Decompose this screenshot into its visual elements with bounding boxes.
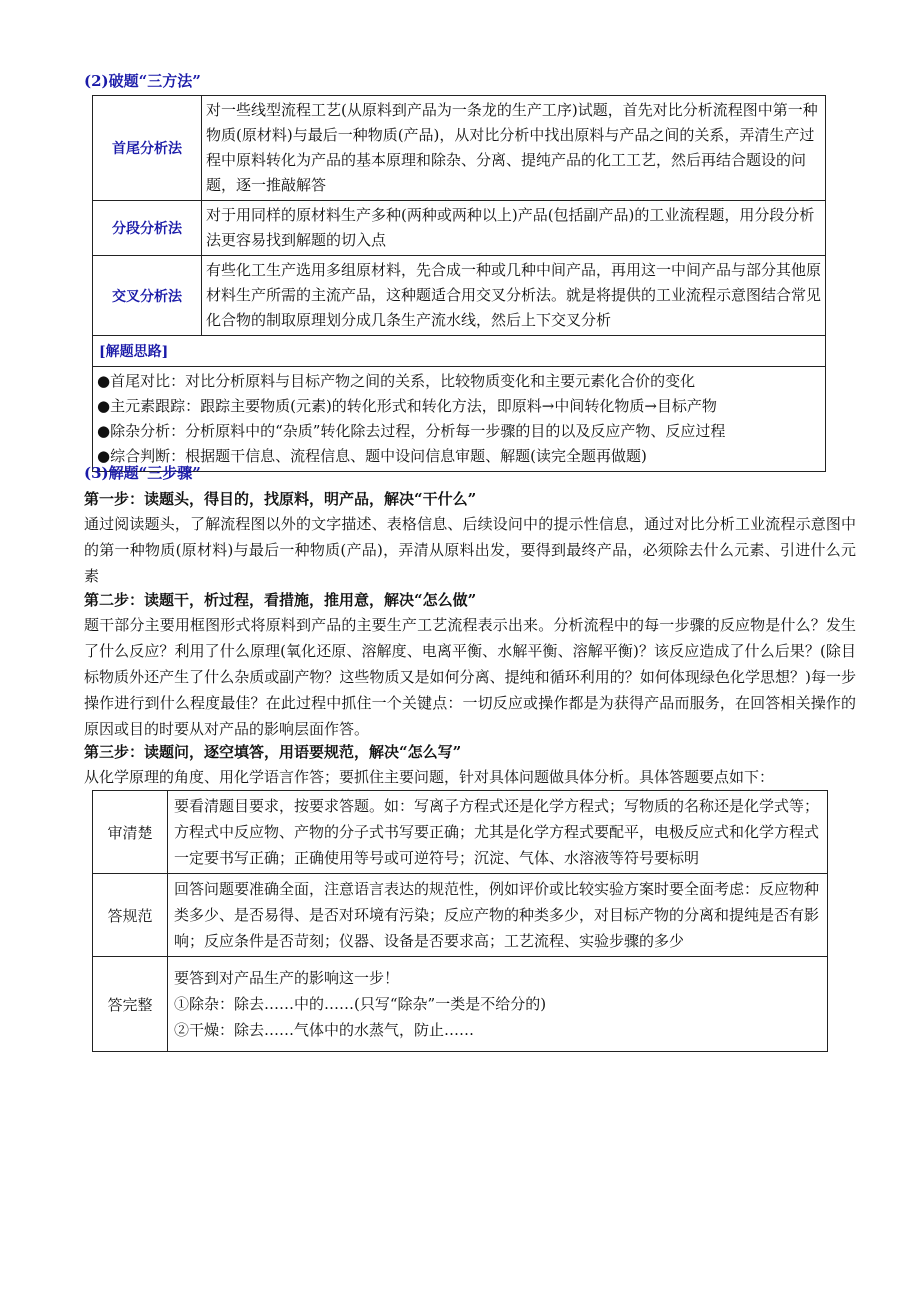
thinking-header-row: [93, 336, 826, 367]
step1-title: 第一步：读题头，得目的，找原料，明产品，解决“干什么”: [84, 490, 477, 508]
point-line: 要答到对产品生产的影响这一步！: [174, 969, 400, 987]
method-row: [93, 256, 826, 336]
step2-title: 第二步：读题干，析过程，看措施，推用意，解决“怎么做”: [84, 591, 477, 609]
bullet-item: ●综合判断：根据题干信息、流程信息、题中设问信息审题、解题(读完全题再做题): [97, 447, 647, 465]
point-row: [93, 874, 828, 957]
section3-title: (3)解题“三步骤”: [84, 464, 201, 482]
point-row: [93, 957, 828, 1052]
bullet-item: ●主元素跟踪：跟踪主要物质(元素)的转化形式和转化方法，即原料→中间转化物质→目标产物: [97, 397, 717, 415]
method-row: [93, 201, 826, 256]
point-label: 答完整: [93, 957, 168, 1052]
bullet-item: ●除杂分析：分析原料中的“杂质”转化除去过程，分析每一步骤的目的以及反应产物、反应过程: [97, 422, 726, 440]
method-label: 首尾分析法: [93, 96, 202, 201]
step1-text: 通过阅读题头，了解流程图以外的文字描述、表格信息、后续设问中的提示性信息，通过对比分析工业流程示意图中的第一种物质(原材料)与最后一种物质(产品)，弄清从原料出发，要得到最终产品，必须除去什么元素、引进什么元素: [84, 515, 856, 585]
thinking-header: [解题思路]: [93, 336, 826, 367]
method-text: 有些化工生产选用多组原材料，先合成一种或几种中间产品，再用这一中间产品与部分其他原材料生产所需的主流产品，这种题适合用交叉分析法。就是将提供的工业流程示意图结合常见化合物的制取原理划分成几条生产流水线，然后上下交叉分析: [202, 256, 826, 336]
point-row: [93, 791, 828, 874]
point-label: 审清楚: [93, 791, 168, 874]
section2-title: (2)破题“三方法”: [84, 72, 201, 90]
thinking-bullets: [93, 367, 826, 472]
method-text: 对于用同样的原材料生产多种(两种或两种以上)产品(包括副产品)的工业流程题，用分段分析法更容易找到解题的切入点: [202, 201, 826, 256]
step3-text: 从化学原理的角度、用化学语言作答；要抓住主要问题，针对具体问题做具体分析。具体答题要点如下：: [84, 768, 775, 786]
method-label: 交叉分析法: [93, 256, 202, 336]
thinking-bullets-row: [93, 367, 826, 472]
step2-text: 题干部分主要用框图形式将原料到产品的主要生产工艺流程表示出来。分析流程中的每一步骤的反应物是什么？发生了什么反应？利用了什么原理(氧化还原、溶解度、电离平衡、水解平衡、溶解平衡)？该反应造成了什么后果？(除目标物质外还产生了什么杂质或副产物？这些物质又是如何分离、提纯和循环利用的？如何体现绿色化学思想？)每一步操作进行到什么程度最佳？在此过程中抓住一个关键点：一切反应或操作都是为获得产品而服务，在回答相关操作的原因或目的时要从对产品的影响层面作答。: [84, 616, 856, 738]
point-line: ①除杂：除去……中的……(只写“除杂”一类是不给分的): [174, 995, 547, 1013]
point-text: 回答问题要准确全面，注意语言表达的规范性，例如评价或比较实验方案时要全面考虑：反应物种类多少、是否易得、是否对环境有污染；反应产物的种类多少，对目标产物的分离和提纯是否有影响；反应条件是否苛刻；仪器、设备是否要求高；工艺流程、实验步骤的多少: [168, 874, 828, 957]
point-text: [168, 957, 828, 1052]
methods-table: [92, 95, 826, 472]
point-text: 要看清题目要求，按要求答题。如：写离子方程式还是化学方程式；写物质的名称还是化学式等；方程式中反应物、产物的分子式书写要正确；尤其是化学方程式要配平，电极反应式和化学方程式一定要书写正确；正确使用等号或可逆符号；沉淀、气体、水溶液等符号要标明: [168, 791, 828, 874]
step3-title: 第三步：读题问，逐空填答，用语要规范，解决“怎么写”: [84, 743, 462, 761]
point-label: 答规范: [93, 874, 168, 957]
method-label: 分段分析法: [93, 201, 202, 256]
method-row: [93, 96, 826, 201]
bullet-item: ●首尾对比：对比分析原料与目标产物之间的关系，比较物质变化和主要元素化合价的变化: [97, 372, 696, 390]
method-text: 对一些线型流程工艺(从原料到产品为一条龙的生产工序)试题，首先对比分析流程图中第一种物质(原材料)与最后一种物质(产品)，从对比分析中找出原料与产品之间的关系，弄清生产过程中原料转化为产品的基本原理和除杂、分离、提纯产品的化工工艺，然后再结合题设的问题，逐一推敲解答: [202, 96, 826, 201]
answer-points-table: [92, 790, 828, 1052]
point-line: ②干燥：除去……气体中的水蒸气，防止……: [174, 1021, 475, 1039]
